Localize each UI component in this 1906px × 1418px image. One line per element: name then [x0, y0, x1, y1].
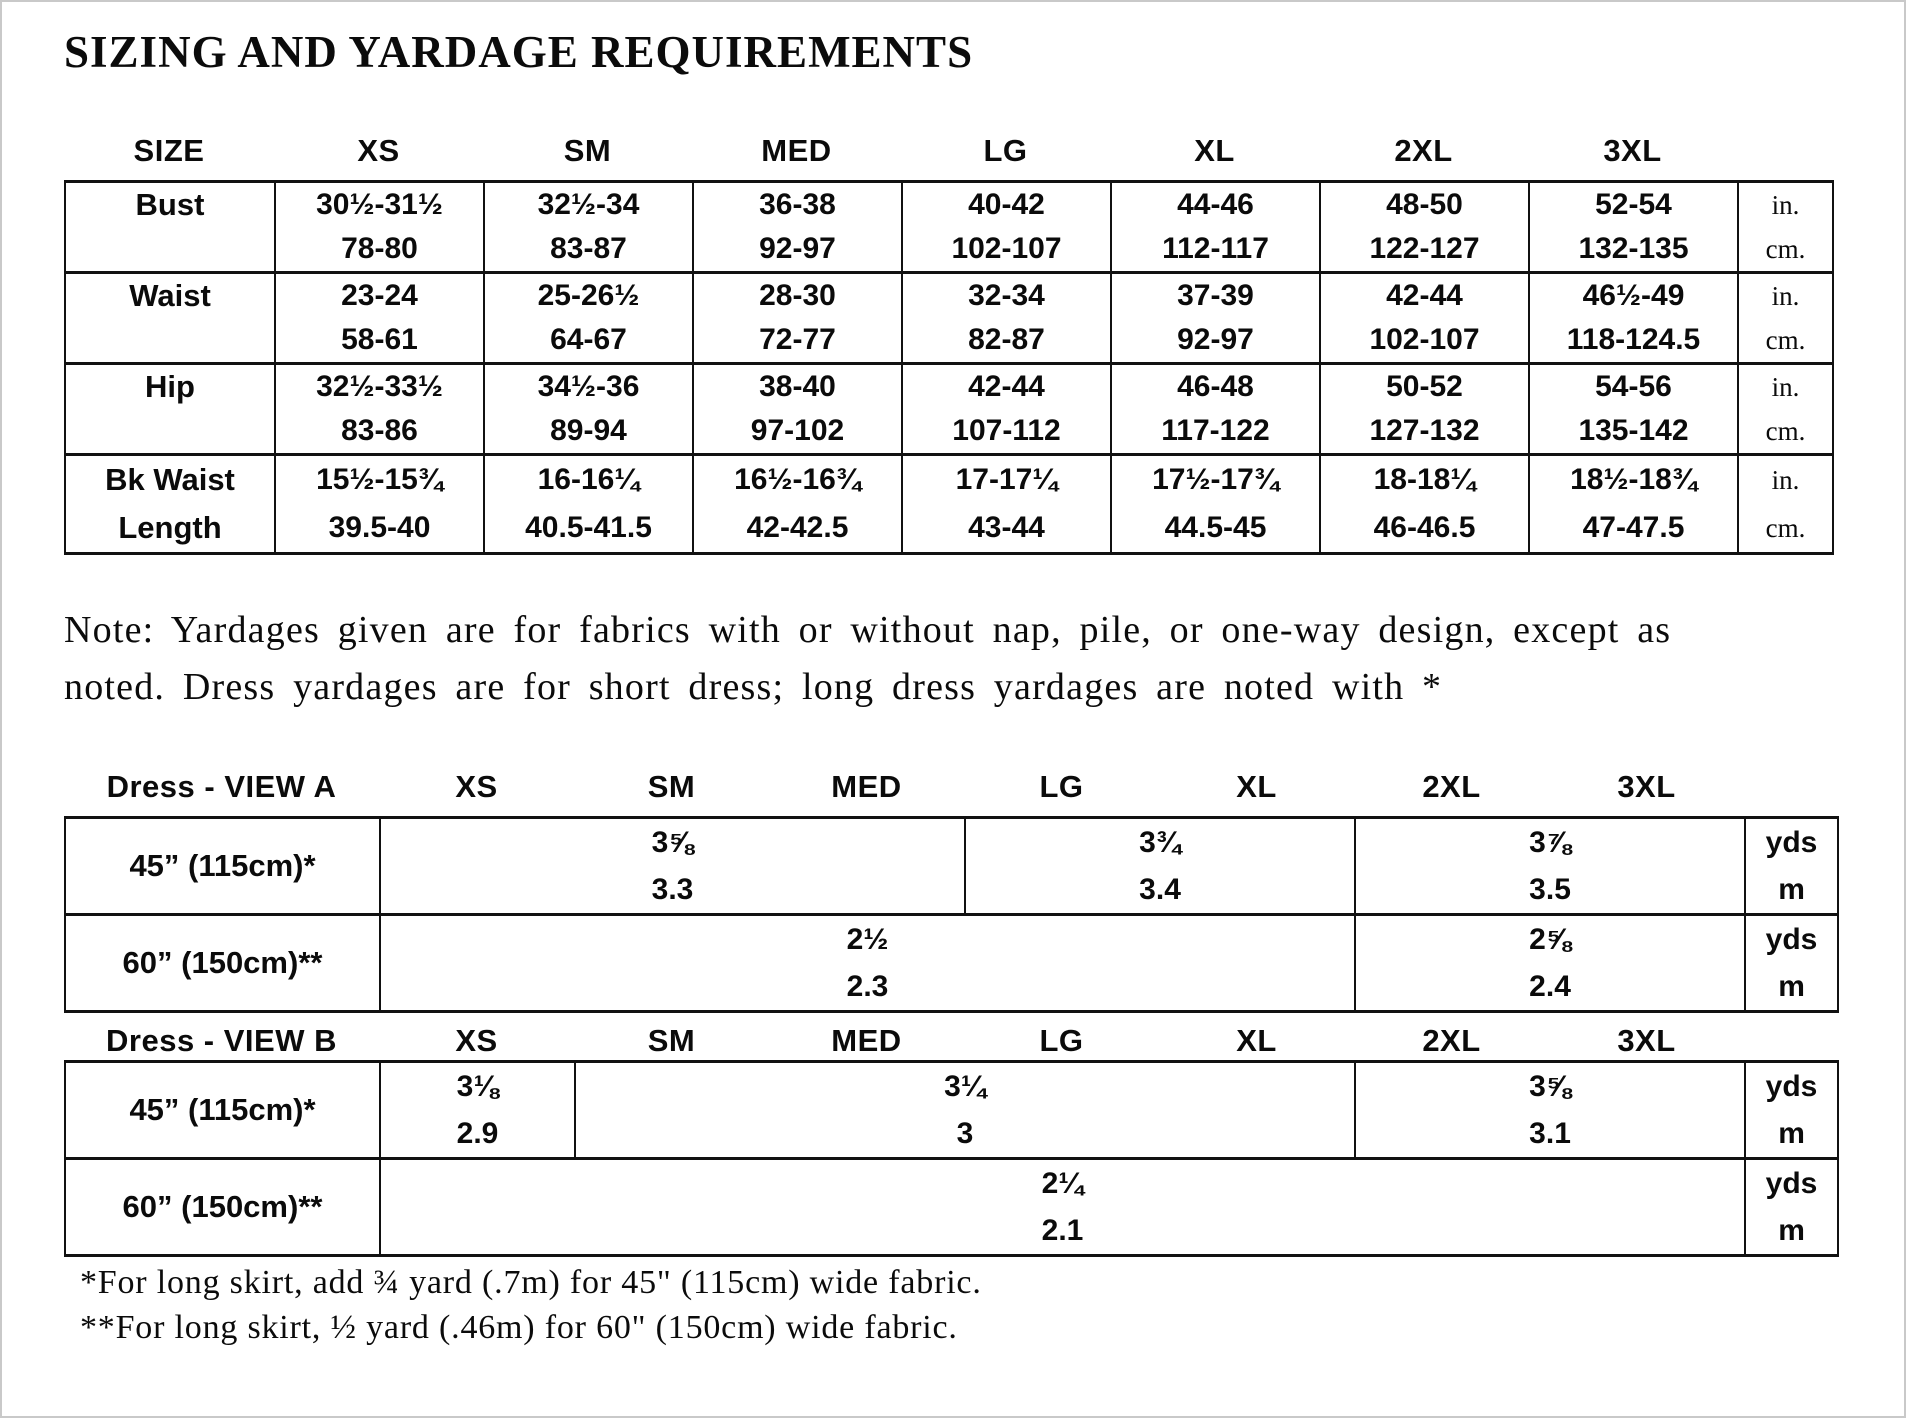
col-header-med: MED	[761, 133, 832, 168]
footnote-long-skirt-60: **For long skirt, ½ yard (.46m) for 60" (150cm) wide fabric.	[80, 1309, 958, 1346]
size-cell: 52-54 132-135	[1529, 182, 1738, 273]
row-label: Bust	[65, 182, 275, 273]
table-row-45in	[65, 1062, 1838, 1159]
row-label: Waist	[65, 273, 275, 364]
page-title: SIZING AND YARDAGE REQUIREMENTS	[64, 27, 974, 77]
size-cell: 36-38 92-97	[693, 182, 902, 273]
size-cell: 30½-31½ 78-80	[275, 182, 484, 273]
row-label: 45” (115cm)*	[65, 818, 380, 915]
size-cell: 32-34 82-87	[902, 273, 1111, 364]
row-label: 60” (150cm)**	[65, 915, 380, 1012]
col-header-lg: LG	[1039, 769, 1084, 804]
size-cell: 18-18¼ 46-46.5	[1320, 455, 1529, 554]
col-header-lg: LG	[983, 133, 1028, 168]
col-header-xl: XL	[1194, 133, 1235, 168]
size-cell: 46½-49 118-124.5	[1529, 273, 1738, 364]
view-a-table	[64, 816, 1839, 1013]
col-header-2xl: 2XL	[1422, 769, 1481, 804]
size-cell: 23-24 58-61	[275, 273, 484, 364]
yardage-cell: 2⅝ 2.4	[1355, 915, 1745, 1012]
table-row-bk-waist-length	[65, 455, 1833, 554]
yardage-cell: 2½ 2.3	[380, 915, 1355, 1012]
col-header-med: MED	[831, 769, 902, 804]
view-b-title: Dress - VIEW B	[106, 1023, 337, 1058]
yardage-cell: 3⅞ 3.5	[1355, 818, 1745, 915]
view-a-title: Dress - VIEW A	[106, 769, 337, 804]
col-header-2xl: 2XL	[1394, 133, 1453, 168]
col-header-units	[1744, 1016, 1837, 1066]
row-label: 45” (115cm)*	[65, 1062, 380, 1159]
size-cell: 38-40 97-102	[693, 364, 902, 455]
yardage-cell: 3¾ 3.4	[965, 818, 1355, 915]
col-header-xl: XL	[1236, 769, 1277, 804]
table-row-45in	[65, 818, 1838, 915]
size-cell: 17½-17¾ 44.5-45	[1111, 455, 1320, 554]
size-cell: 25-26½ 64-67	[484, 273, 693, 364]
note-line-1: Note: Yardages given are for fabrics with or without nap, pile, or one-way design, except as	[64, 609, 1672, 651]
view-b-header	[64, 1016, 1837, 1066]
row-label: Bk Waist Length	[65, 455, 275, 554]
col-header-3xl: 3XL	[1603, 133, 1662, 168]
size-table-header	[64, 126, 1832, 176]
note-text	[64, 602, 1671, 716]
table-row-hip	[65, 364, 1833, 455]
col-header-units	[1744, 762, 1837, 812]
size-cell: 40-42 102-107	[902, 182, 1111, 273]
note-line-2: noted. Dress yardages are for short dress; long dress yardages are noted with *	[64, 666, 1443, 708]
size-cell: 54-56 135-142	[1529, 364, 1738, 455]
col-header-sm: SM	[647, 769, 696, 804]
yardage-cell: 2¼ 2.1	[380, 1159, 1745, 1256]
col-header-xs: XS	[455, 1023, 498, 1058]
unit-cell: yds m	[1745, 1062, 1838, 1159]
yardage-cell: 3⅛ 2.9	[380, 1062, 575, 1159]
table-row-60in	[65, 915, 1838, 1012]
table-row-waist	[65, 273, 1833, 364]
size-cell: 34½-36 89-94	[484, 364, 693, 455]
unit-cell: in. cm.	[1738, 273, 1833, 364]
row-label: 60” (150cm)**	[65, 1159, 380, 1256]
unit-cell: in. cm.	[1738, 364, 1833, 455]
size-cell: 32½-33½ 83-86	[275, 364, 484, 455]
view-a-header	[64, 762, 1837, 812]
size-cell: 15½-15¾ 39.5-40	[275, 455, 484, 554]
size-cell: 44-46 112-117	[1111, 182, 1320, 273]
yardage-cell: 3⅝ 3.1	[1355, 1062, 1745, 1159]
size-cell: 28-30 72-77	[693, 273, 902, 364]
col-header-2xl: 2XL	[1422, 1023, 1481, 1058]
yardage-cell: 3¼ 3	[575, 1062, 1355, 1159]
row-label: Hip	[65, 364, 275, 455]
col-header-sm: SM	[563, 133, 612, 168]
unit-cell: in. cm.	[1738, 182, 1833, 273]
size-cell: 42-44 102-107	[1320, 273, 1529, 364]
size-cell: 37-39 92-97	[1111, 273, 1320, 364]
yardage-cell: 3⅝ 3.3	[380, 818, 965, 915]
unit-cell: yds m	[1745, 818, 1838, 915]
size-cell: 50-52 127-132	[1320, 364, 1529, 455]
col-header-3xl: 3XL	[1617, 1023, 1676, 1058]
col-header-xl: XL	[1236, 1023, 1277, 1058]
size-cell: 46-48 117-122	[1111, 364, 1320, 455]
size-cell: 16-16¼ 40.5-41.5	[484, 455, 693, 554]
col-header-med: MED	[831, 1023, 902, 1058]
size-table	[64, 180, 1834, 555]
size-cell: 32½-34 83-87	[484, 182, 693, 273]
view-b-table	[64, 1060, 1839, 1257]
col-header-xs: XS	[357, 133, 400, 168]
col-header-size: SIZE	[133, 133, 205, 168]
size-cell: 17-17¼ 43-44	[902, 455, 1111, 554]
footnotes	[80, 1260, 982, 1350]
table-row-bust	[65, 182, 1833, 273]
table-row-60in	[65, 1159, 1838, 1256]
col-header-3xl: 3XL	[1617, 769, 1676, 804]
col-header-xs: XS	[455, 769, 498, 804]
size-cell: 16½-16¾ 42-42.5	[693, 455, 902, 554]
size-cell: 48-50 122-127	[1320, 182, 1529, 273]
unit-cell: yds m	[1745, 1159, 1838, 1256]
size-cell: 18½-18¾ 47-47.5	[1529, 455, 1738, 554]
col-header-sm: SM	[647, 1023, 696, 1058]
unit-cell: in. cm.	[1738, 455, 1833, 554]
unit-cell: yds m	[1745, 915, 1838, 1012]
footnote-long-skirt-45: *For long skirt, add ¾ yard (.7m) for 45" (115cm) wide fabric.	[80, 1264, 982, 1301]
size-cell: 42-44 107-112	[902, 364, 1111, 455]
col-header-lg: LG	[1039, 1023, 1084, 1058]
col-header-units	[1737, 126, 1832, 176]
